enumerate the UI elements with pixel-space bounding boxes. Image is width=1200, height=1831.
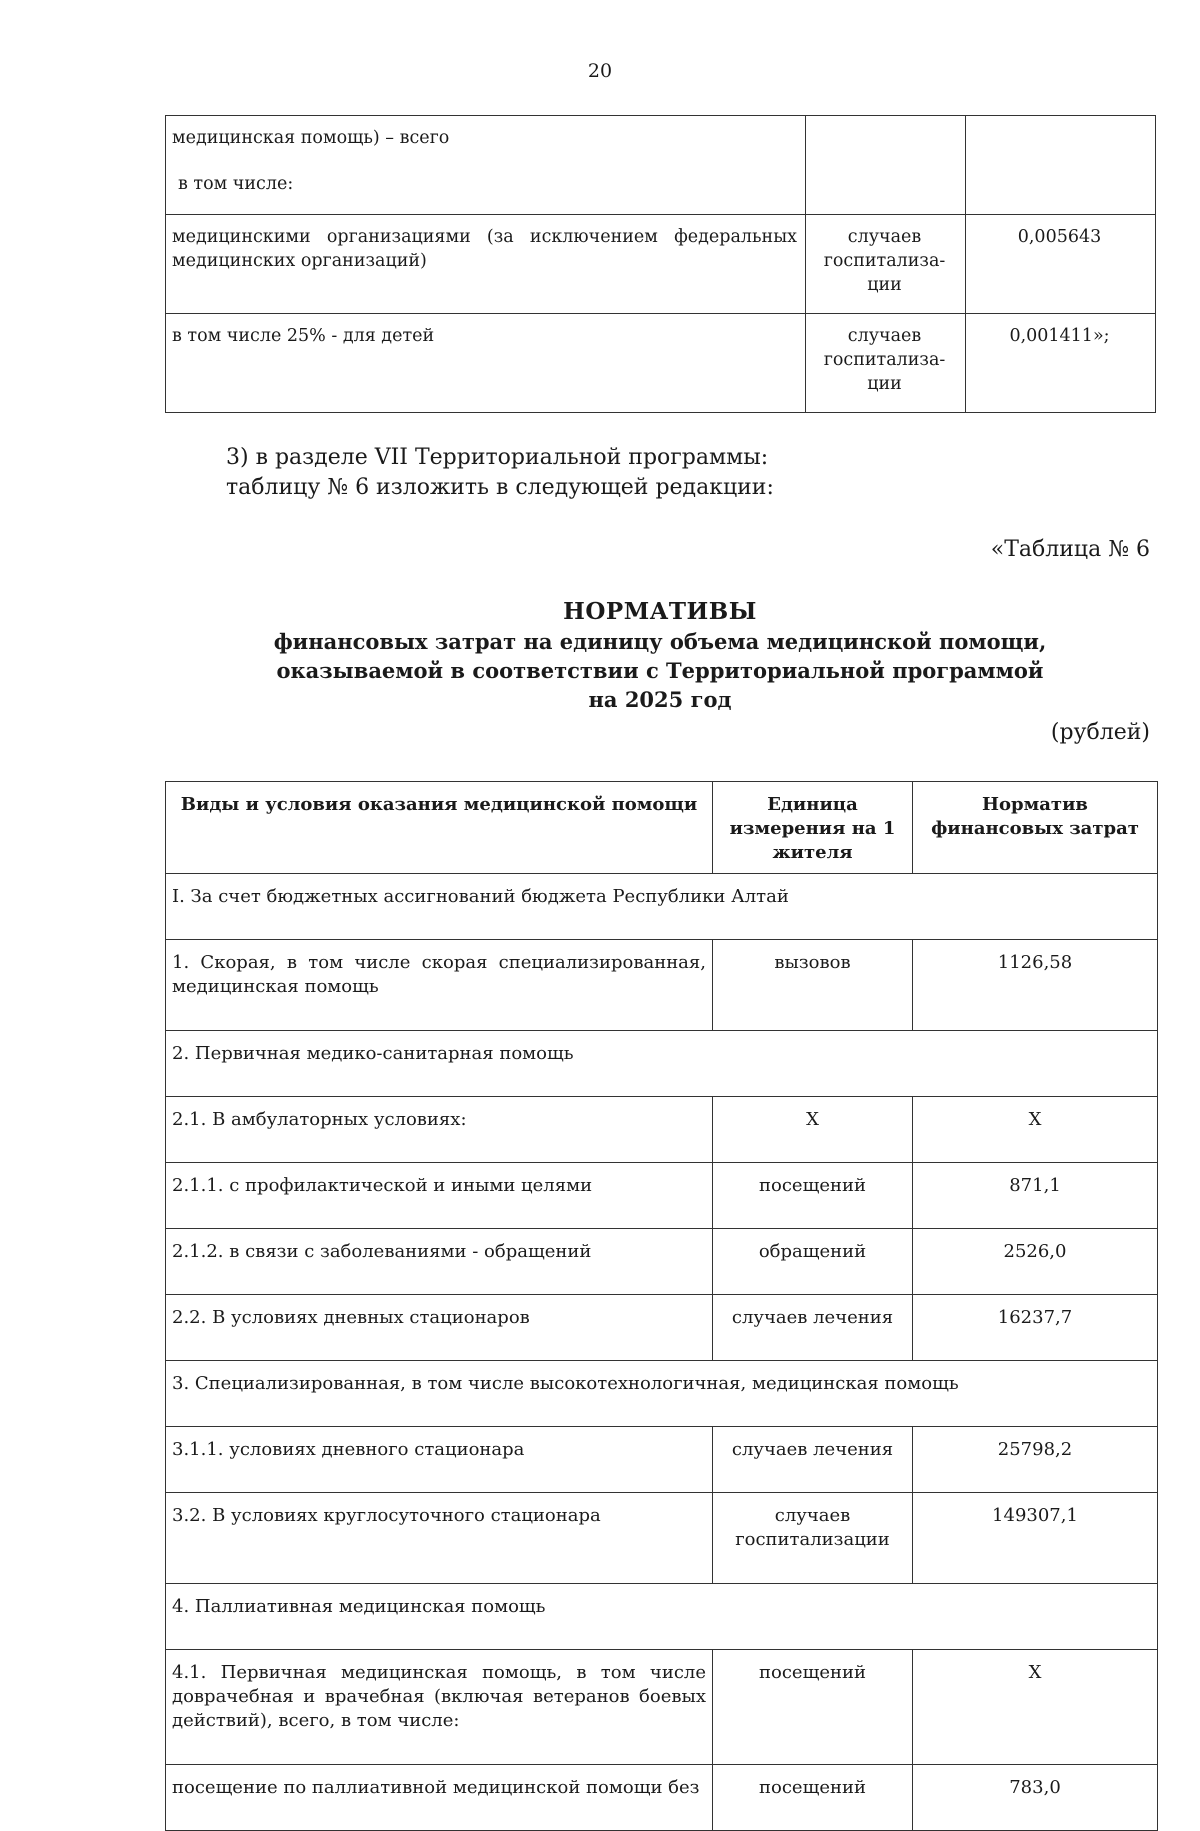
table-cell-label: медицинскими организациями (за исключением федеральных медицинских организаций) xyxy=(166,215,806,314)
row-value: 783,0 xyxy=(913,1765,1158,1831)
row-unit: посещений xyxy=(713,1163,913,1229)
row-unit: посещений xyxy=(713,1650,913,1765)
row-unit: обращений xyxy=(713,1229,913,1295)
amendment-line-2: таблицу № 6 изложить в следующей редакции: xyxy=(226,475,774,500)
document-title xyxy=(0,597,1200,714)
row-value: Х xyxy=(913,1097,1158,1163)
row-value: Х xyxy=(913,1650,1158,1765)
row-unit: вызовов xyxy=(713,940,913,1031)
row-label: 2.2. В условиях дневных стационаров xyxy=(166,1295,713,1361)
row-value: 2526,0 xyxy=(913,1229,1158,1295)
table-caption: «Таблица № 6 xyxy=(990,537,1150,562)
table-cell-label: в том числе 25% - для детей xyxy=(166,314,806,413)
row-sublabel: в том числе: xyxy=(178,174,294,194)
header-norm: Норматив финансовых затрат xyxy=(913,782,1158,874)
table-cell-unit xyxy=(806,116,966,215)
row-value: 149307,1 xyxy=(913,1493,1158,1584)
row-label: 3.1.1. условиях дневного стационара xyxy=(166,1427,713,1493)
table-row xyxy=(166,1650,1158,1765)
table-row xyxy=(166,1765,1158,1831)
row-label: медицинская помощь) – всего xyxy=(172,128,450,148)
row-unit: случаев госпитализации xyxy=(713,1493,913,1584)
row-value: 25798,2 xyxy=(913,1427,1158,1493)
amendment-text xyxy=(226,443,774,503)
row-unit: случаев лечения xyxy=(713,1427,913,1493)
row-label: посещение по паллиативной медицинской помощи без xyxy=(166,1765,713,1831)
row-value: 1126,58 xyxy=(913,940,1158,1031)
row-label: 2.1. В амбулаторных условиях: xyxy=(166,1097,713,1163)
table-cell-value xyxy=(966,116,1156,215)
table-row xyxy=(166,1229,1158,1295)
row-unit: Х xyxy=(713,1097,913,1163)
section-label: 2. Первичная медико-санитарная помощь xyxy=(166,1031,1158,1097)
title-line-1: финансовых затрат на единицу объема медицинской помощи, xyxy=(273,629,1047,654)
table-row xyxy=(166,1427,1158,1493)
row-unit: случаев лечения xyxy=(713,1295,913,1361)
section-row xyxy=(166,1584,1158,1650)
header-unit: Единица измерения на 1 жителя xyxy=(713,782,913,874)
amendment-line-1: 3) в разделе VII Территориальной программы: xyxy=(226,445,769,470)
title-line-2: оказываемой в соответствии с Территориальной программой xyxy=(276,658,1044,683)
main-table xyxy=(165,781,1158,1831)
table-row xyxy=(166,215,1156,314)
table-row xyxy=(166,314,1156,413)
table-header-row xyxy=(166,782,1158,874)
table-row xyxy=(166,1493,1158,1584)
table-cell-value: 0,005643 xyxy=(966,215,1156,314)
row-unit: посещений xyxy=(713,1765,913,1831)
table-cell-unit: случаев госпитализа-ции xyxy=(806,215,966,314)
table-row xyxy=(166,940,1158,1031)
row-label: 4.1. Первичная медицинская помощь, в том числе доврачебная и врачебная (включая ветеранов боевых действий), всего, в том числе: xyxy=(166,1650,713,1765)
section-row xyxy=(166,874,1158,940)
row-label: 2.1.2. в связи с заболеваниями - обращений xyxy=(166,1229,713,1295)
table-row xyxy=(166,116,1156,215)
title-main: НОРМАТИВЫ xyxy=(563,598,757,625)
table-cell-value: 0,001411»; xyxy=(966,314,1156,413)
units-label: (рублей) xyxy=(1050,720,1150,745)
section-label: 4. Паллиативная медицинская помощь xyxy=(166,1584,1158,1650)
continuation-table xyxy=(165,115,1156,413)
table-row xyxy=(166,1295,1158,1361)
section-label: 3. Специализированная, в том числе высокотехнологичная, медицинская помощь xyxy=(166,1361,1158,1427)
row-label: 1. Скорая, в том числе скорая специализированная, медицинская помощь xyxy=(166,940,713,1031)
table-row xyxy=(166,1097,1158,1163)
table-cell-label xyxy=(166,116,806,215)
row-value: 16237,7 xyxy=(913,1295,1158,1361)
section-row xyxy=(166,1361,1158,1427)
page-number: 20 xyxy=(587,60,613,82)
section-label: I. За счет бюджетных ассигнований бюджета Республики Алтай xyxy=(166,874,1158,940)
row-label: 2.1.1. с профилактической и иными целями xyxy=(166,1163,713,1229)
row-value: 871,1 xyxy=(913,1163,1158,1229)
header-type: Виды и условия оказания медицинской помощи xyxy=(166,782,713,874)
title-line-3: на 2025 год xyxy=(588,687,732,712)
table-row xyxy=(166,1163,1158,1229)
table-cell-unit: случаев госпитализа-ции xyxy=(806,314,966,413)
section-row xyxy=(166,1031,1158,1097)
row-label: 3.2. В условиях круглосуточного стационара xyxy=(166,1493,713,1584)
